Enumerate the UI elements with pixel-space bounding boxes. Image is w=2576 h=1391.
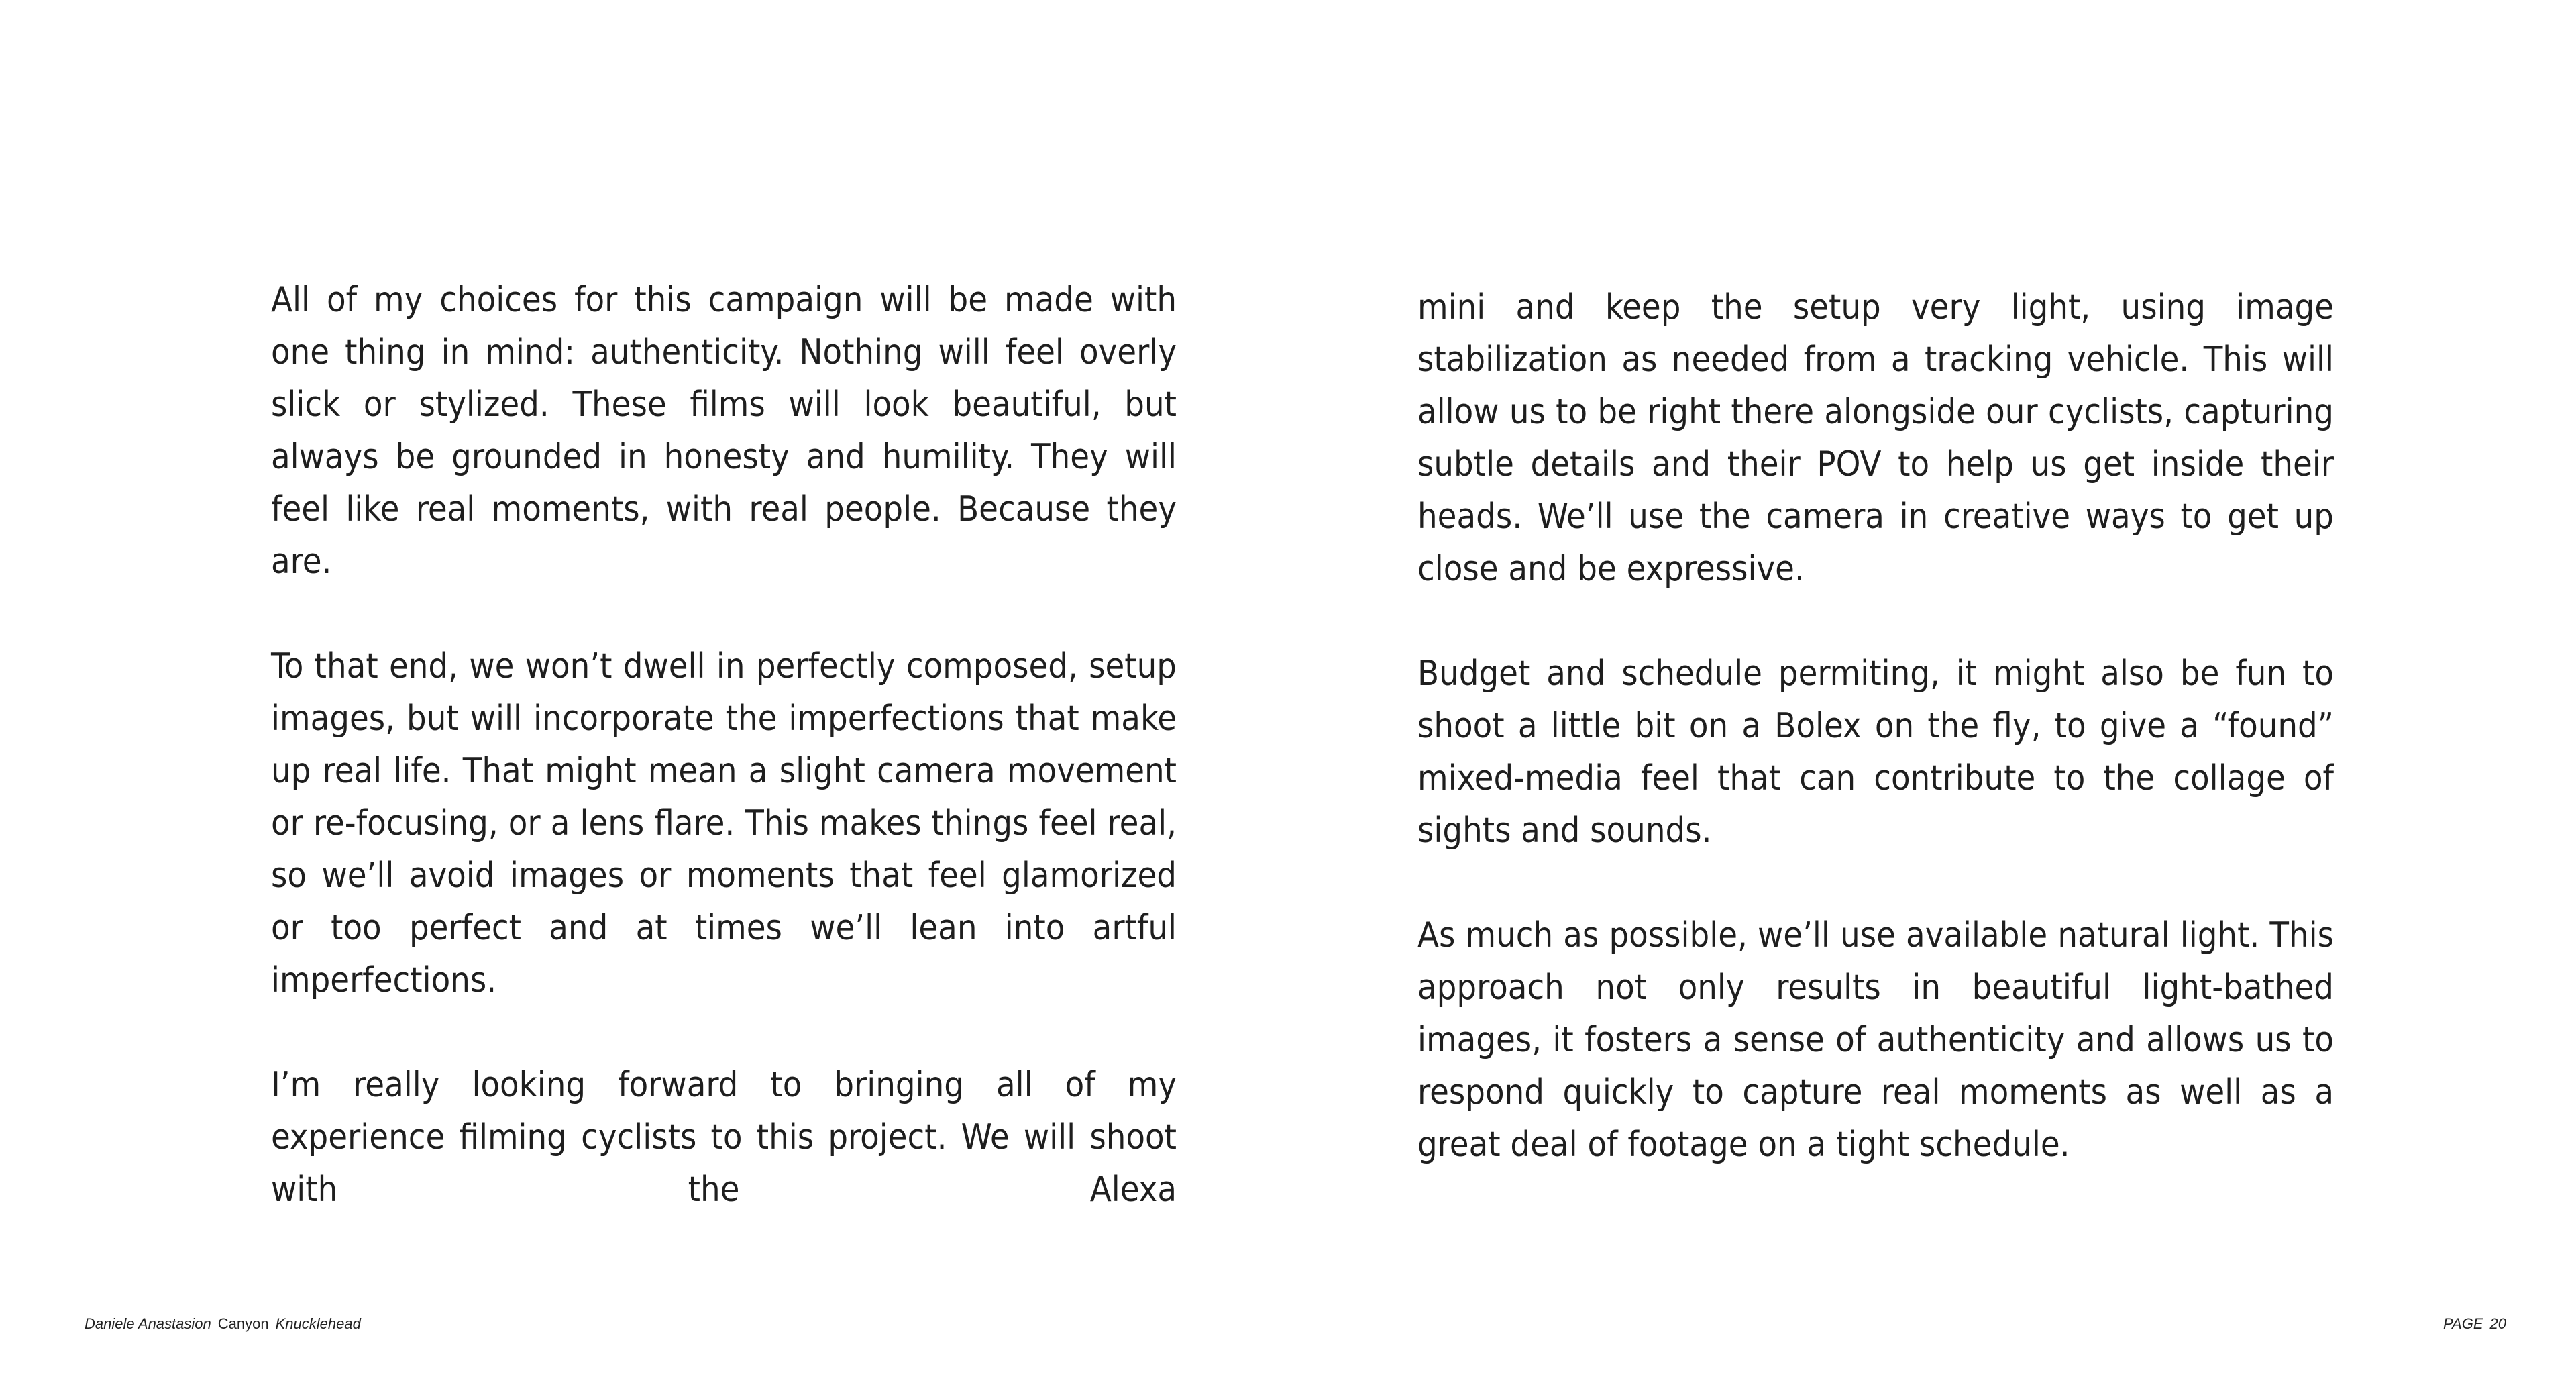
footer-client: Canyon [217, 1315, 269, 1332]
footer-author: Daniele Anastasion [85, 1315, 211, 1332]
paragraph-experience: I’m really looking forward to bringing all of my experience filming cyclists to this project. We will shoot with the Alexa [271, 1065, 1177, 1210]
left-text-column [271, 274, 1177, 1268]
footer-project: Knucklehead [275, 1315, 361, 1332]
paragraph-imperfections: To that end, we won’t dwell in perfectly composed, setup images, but will incorporate the imperfections that make up real life. That might mean a slight camera movement or re-focusing, or a lens flare. This makes things feel real, so we’ll avoid images or moments that feel glamorized or too perfect and at times we’ll lean into artful imperfections. [271, 646, 1177, 1000]
page-number [2443, 1315, 2506, 1333]
paragraph-camera-setup: mini and keep the setup very light, using image stabilization as needed from a tracking vehicle. This will allow us to be right there alongside our cyclists, capturing subtle details and their POV to help us get inside their heads. We’ll use the camera in creative ways to get up close and be expressive. [1417, 287, 2334, 589]
page-number-value: 20 [2489, 1315, 2506, 1332]
paragraph-natural-light: As much as possible, we’ll use available natural light. This approach not only results in beautiful light-bathed images, it fosters a sense of authenticity and allows us to respond quickly to capture real moments as well as a great deal of footage on a tight schedule. [1417, 915, 2334, 1165]
footer-credits [85, 1315, 361, 1333]
paragraph-authenticity: All of my choices for this campaign will be made with one thing in mind: authenticity. Nothing will feel overly slick or stylized. These films will look beautiful, but always be grounded in honesty and humility. They will feel like real moments, with real people. Because they are. [271, 280, 1177, 582]
paragraph-bolex: Budget and schedule permiting, it might also be fun to shoot a little bit on a Bolex on the fly, to give a “found” mixed-media feel that can contribute to the collage of sights and sounds. [1417, 654, 2334, 851]
right-text-column [1417, 281, 2334, 1223]
page-label: PAGE [2443, 1315, 2483, 1332]
